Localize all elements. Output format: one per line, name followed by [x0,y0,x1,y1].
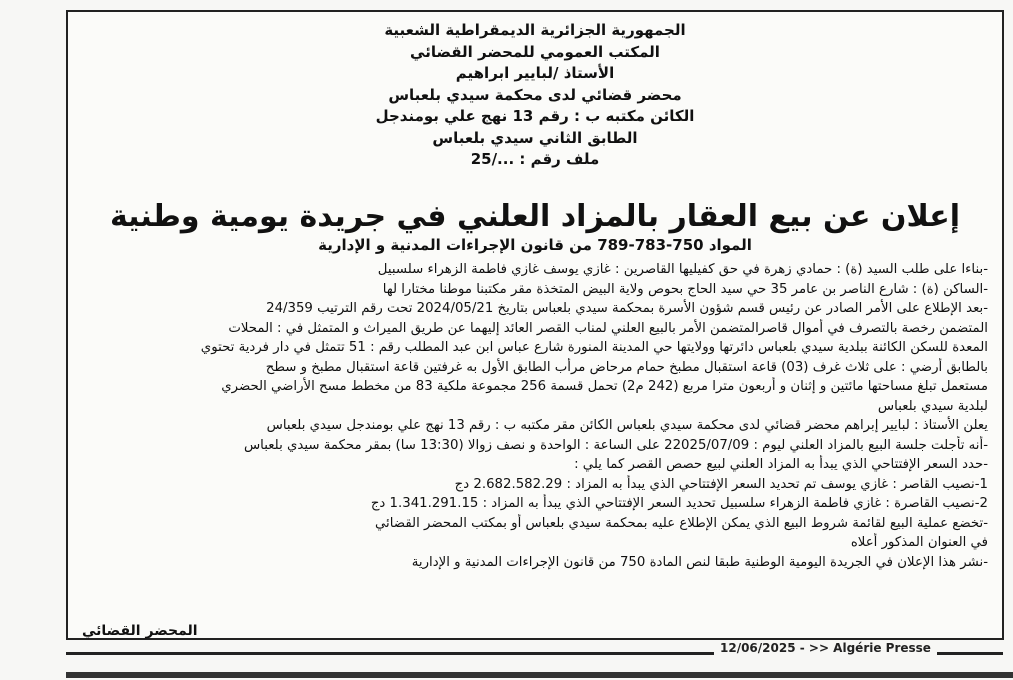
header-line: الطابق الثاني سيدي بلعباس [432,128,638,147]
body-paragraph: في العنوان المذكور أعلاه [850,535,988,550]
notice-body [76,260,988,572]
notice-header [68,20,1002,171]
body-paragraph: بالطابق أرضي : على ثلاث غرف (03) قاعة استقبال مطبخ حمام مرحاض مرأب الطابق الأول به غرفتين قاعة استقبال مطبخ و سطح [265,359,988,375]
body-paragraph: المتضمن رخصة بالتصرف في أموال قاصرالمتضمن الأمر بالبيع العلني لمناب القصر العائد إليهما عن طريق الميراث و المتمثل في : المحلات [228,320,988,336]
file-number: ملف رقم : .../25 [470,150,600,168]
notice-subtitle: المواد 750-783-789 من قانون الإجراءات المدنية و الإدارية [318,236,752,254]
body-paragraph: يعلن الأستاذ : لبايير إبراهم محضر قضائي لدى محكمة سيدي بلعباس الكائن مقر مكتبه ب : رقم 13 نهج علي بومندجل سيدي بلعباس [266,418,988,433]
body-paragraph: -نشر هذا الإعلان في الجريدة اليومية الوطنية طبقا لنص المادة 750 من قانون الإجراءات المدنية و الإدارية [411,554,988,570]
body-paragraph: المعدة للسكن الكائنة ببلدية سيدي بلعباس دائرتها وولايتها حي المدينة المنورة شارع عباس ابن عبد المطلب رقم : 51 تتمثل في دار فردية تحتوي [200,340,988,355]
body-paragraph: 1-نصيب القاصر : غازي يوسف تم تحديد السعر الإفتتاحي الذي يبدأ به المزاد : 2.682.582.29 دج [454,476,988,492]
body-paragraph: مستعمل تبلغ مساحتها مائتين و إثنان و أربعون مترا مربع (242 م2) تحمل قسمة 256 مجموعة ملكية 83 من مخطط مسح الأراضي الحضري [221,379,988,394]
footer-source-label: 12/06/2025 - >> Algérie Presse [714,641,937,655]
body-paragraph: -بعد الإطلاع على الأمر الصادر عن رئيس قسم شؤون الأسرة بمحكمة سيدي بلعباس بتاريخ 2024/05/21 تحت رقم الترتيب 24/359 [266,301,988,316]
body-paragraph: -أنه تأجلت جلسة البيع بالمزاد العلني ليوم : 22025/07/09 على الساعة : الواحدة و نصف زوالا (13:30 سا) بمقر محكمة سيدي بلعباس [243,437,988,453]
header-line: الكائن مكتبه ب : رقم 13 نهج علي بومندجل [375,107,695,125]
header-line: الجمهورية الجزائرية الديمقراطية الشعبية [384,21,686,39]
body-paragraph: 2-نصيب القاصرة : غازي فاطمة الزهراء سلسبيل تحديد السعر الإفتتاحي الذي يبدأ به المزاد : 1.341.291.15 دج [370,496,988,511]
header-line: محضر قضائي لدى محكمة سيدي بلعباس [388,85,682,104]
body-paragraph: لبلدية سيدي بلعباس [877,398,988,414]
body-paragraph: -الساكن (ة) : شارع الناصر بن عامر 35 حي سيد الحاج بحوص ولاية البيض المتخذة مقر مكتبنا موطنا مختارا لها [382,281,988,297]
signature: المحضر القضائي [82,623,198,639]
notice-title: إعلان عن بيع العقار بالمزاد العلني في جريدة يومية وطنية [109,199,961,234]
body-paragraph: -حدد السعر الإفتتاحي الذي يبدأ به المزاد العلني لبيع حصص القصر كما يلي : [574,457,988,472]
header-line: الأستاذ /لبايير ابراهيم [455,64,615,82]
legal-notice-frame [66,10,1004,640]
body-paragraph: -تخضع عملية البيع لقائمة شروط البيع الذي يمكن الإطلاع عليه بمحكمة سيدي بلعباس أو بمكتب المحضر القضائي [374,515,988,531]
header-line: المكتب العمومي للمحضر القضائي [410,42,660,61]
body-paragraph: -بناءا على طلب السيد (ة) : حمادي زهرة في حق كفيليها القاصرين : غازي يوسف غازي فاطمة الزهراء سلسبيل [377,262,988,277]
bottom-rule [66,672,1013,678]
